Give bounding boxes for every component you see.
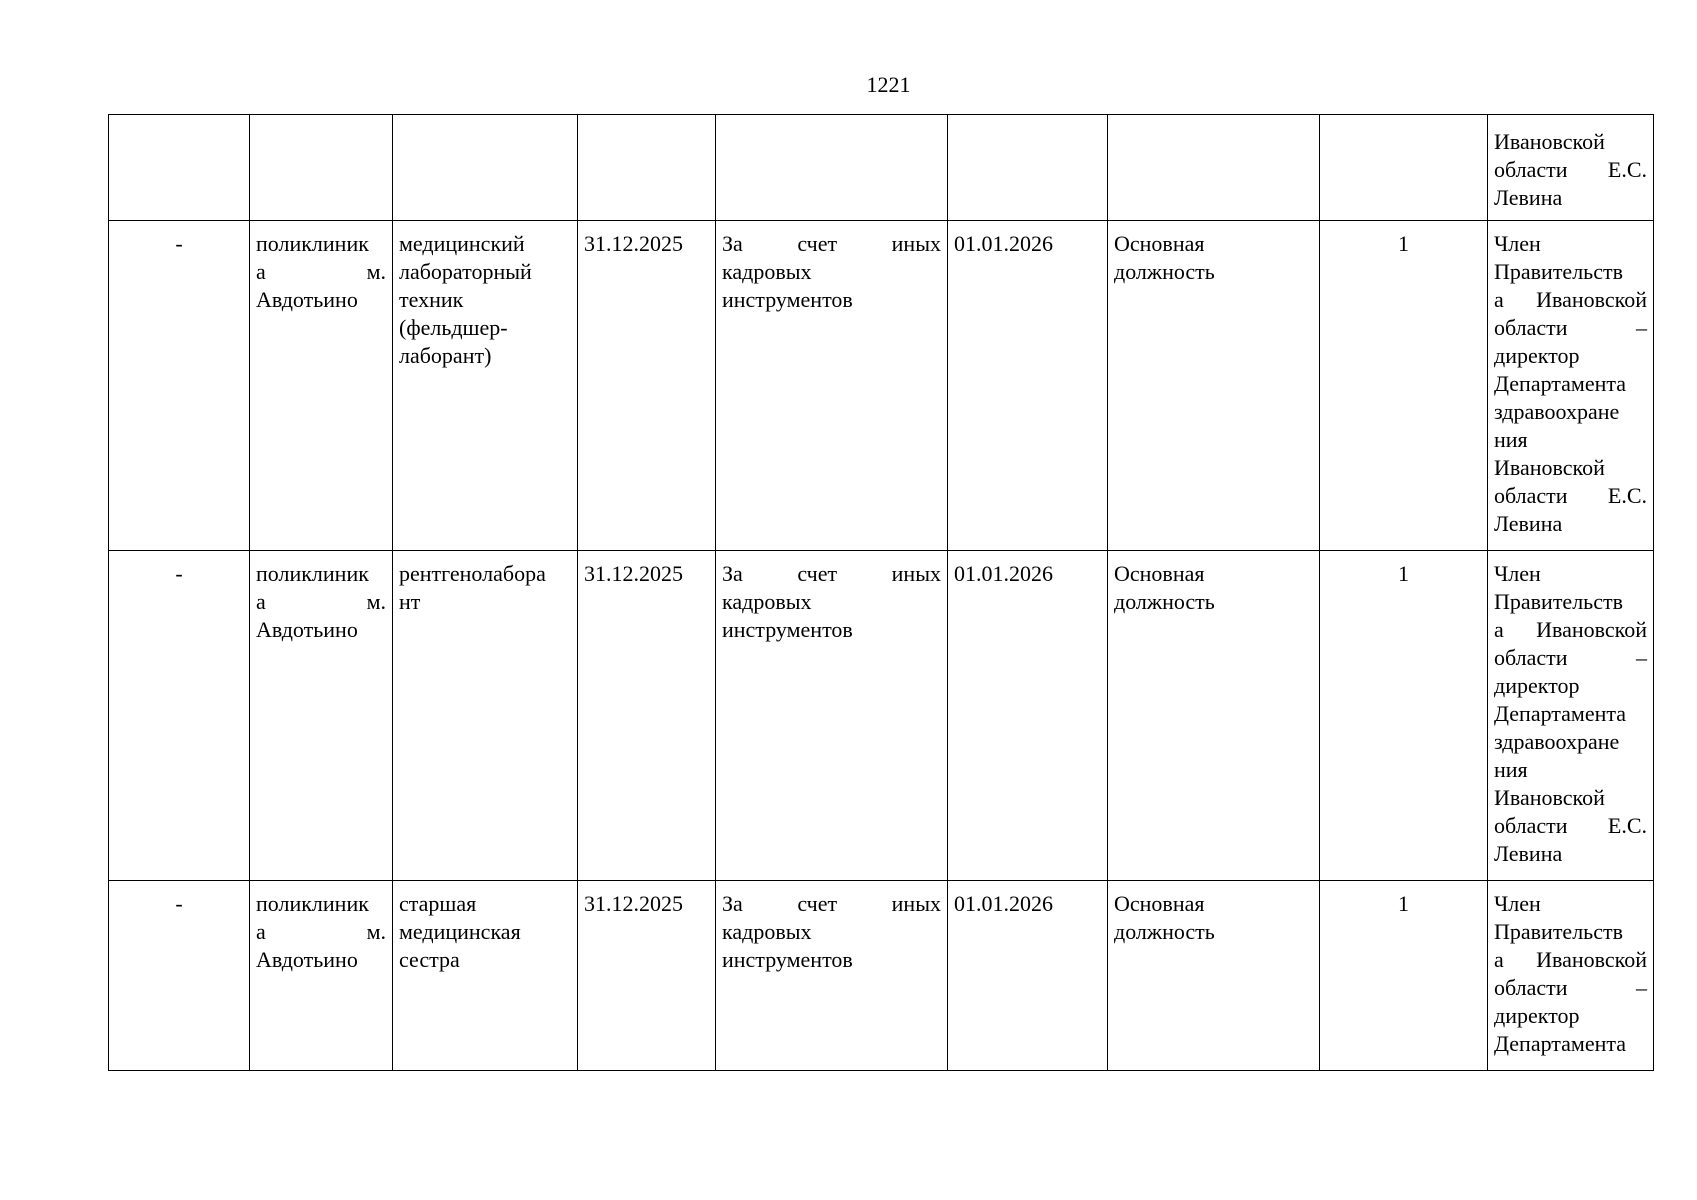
facility-line: а м. [256,259,386,284]
cell-facility [250,551,393,881]
position-type-line: должность [1114,919,1215,944]
cell-responsible [1488,881,1654,1071]
facility-line: а м. [256,589,386,614]
source-line: кадровых [722,259,812,284]
cell-count: 1 [1320,881,1488,1071]
responsible-line: Департамента [1494,1031,1627,1056]
cell-position-type [1108,551,1320,881]
position-type-line: должность [1114,259,1215,284]
cell-position [393,551,578,881]
responsible-line: ния [1494,757,1528,782]
cell-end-date [578,115,716,221]
position-line: техник [399,287,464,312]
source-line: За счет иных [722,231,941,256]
responsible-line: Ивановской [1494,129,1605,154]
cell-position [393,881,578,1071]
cell-facility [250,221,393,551]
responsible-line: области Е.С. [1494,157,1647,182]
cell-start-date [948,115,1108,221]
responsible-line: Правительств [1494,589,1623,614]
facility-line: поликлиник [256,561,369,586]
responsible-line: области – [1494,975,1647,1000]
responsible-line: области – [1494,645,1647,670]
responsible-line: а Ивановской [1494,617,1647,642]
facility-line: поликлиник [256,891,369,916]
responsible-line: Левина [1494,185,1563,210]
responsible-line: области Е.С. [1494,483,1647,508]
table-row [109,115,1654,221]
responsible-line: директор [1494,343,1580,368]
cell-count: 1 [1320,221,1488,551]
position-type-line: Основная [1114,561,1205,586]
cell-position-type [1108,221,1320,551]
cell-source [716,115,948,221]
cell-facility [250,881,393,1071]
position-line: сестра [399,947,460,972]
cell-end-date: 31.12.2025 [578,551,716,881]
responsible-line: а Ивановской [1494,947,1647,972]
table-row [109,551,1654,881]
responsible-line: Член [1494,561,1541,586]
position-line: старшая [399,891,477,916]
responsible-line: Правительств [1494,259,1623,284]
responsible-line: области – [1494,315,1647,340]
cell-start-date: 01.01.2026 [948,221,1108,551]
cell-count: 1 [1320,551,1488,881]
responsible-line: здравоохране [1494,399,1620,424]
responsible-line: Ивановской [1494,455,1605,480]
source-line: инструментов [722,287,853,312]
cell-position [393,115,578,221]
cell-start-date: 01.01.2026 [948,881,1108,1071]
facility-line: поликлиник [256,231,369,256]
responsible-line: Департамента [1494,371,1627,396]
position-line: лаборант) [399,343,492,368]
responsible-line: директор [1494,673,1580,698]
responsible-line: директор [1494,1003,1580,1028]
responsible-line: здравоохране [1494,729,1620,754]
cell-responsible [1488,115,1654,221]
source-line: За счет иных [722,891,941,916]
position-type-line: должность [1114,589,1215,614]
source-line: инструментов [722,947,853,972]
table-row [109,221,1654,551]
source-line: кадровых [722,919,812,944]
responsible-line: Департамента [1494,701,1627,726]
responsible-line: области Е.С. [1494,813,1647,838]
responsible-line: Член [1494,231,1541,256]
positions-table [108,114,1654,1071]
position-line: медицинская [399,919,521,944]
cell-position-type [1108,881,1320,1071]
responsible-line: Левина [1494,511,1563,536]
position-line: медицинский [399,231,525,256]
facility-line: а м. [256,919,386,944]
responsible-line: ния [1494,427,1528,452]
cell-count [1320,115,1488,221]
responsible-line: Член [1494,891,1541,916]
facility-line: Авдотьино [256,287,358,312]
cell-end-date: 31.12.2025 [578,221,716,551]
position-line: рентгенолабора [399,561,546,586]
cell-number: - [109,881,250,1071]
cell-position-type [1108,115,1320,221]
responsible-line: Ивановской [1494,785,1605,810]
cell-position [393,221,578,551]
position-line: (фельдшер- [399,315,508,340]
cell-source [716,221,948,551]
position-line: лабораторный [399,259,532,284]
table-row [109,881,1654,1071]
position-line: нт [399,589,421,614]
facility-line: Авдотьино [256,947,358,972]
source-line: За счет иных [722,561,941,586]
cell-source [716,881,948,1071]
cell-facility [250,115,393,221]
cell-start-date: 01.01.2026 [948,551,1108,881]
cell-responsible [1488,221,1654,551]
facility-line: Авдотьино [256,617,358,642]
responsible-line: Правительств [1494,919,1623,944]
responsible-line: а Ивановской [1494,287,1647,312]
source-line: кадровых [722,589,812,614]
cell-number [109,115,250,221]
cell-source [716,551,948,881]
cell-responsible [1488,551,1654,881]
position-type-line: Основная [1114,891,1205,916]
source-line: инструментов [722,617,853,642]
page-number: 1221 [866,72,911,97]
cell-number: - [109,221,250,551]
cell-number: - [109,551,250,881]
cell-end-date: 31.12.2025 [578,881,716,1071]
responsible-line: Левина [1494,841,1563,866]
position-type-line: Основная [1114,231,1205,256]
